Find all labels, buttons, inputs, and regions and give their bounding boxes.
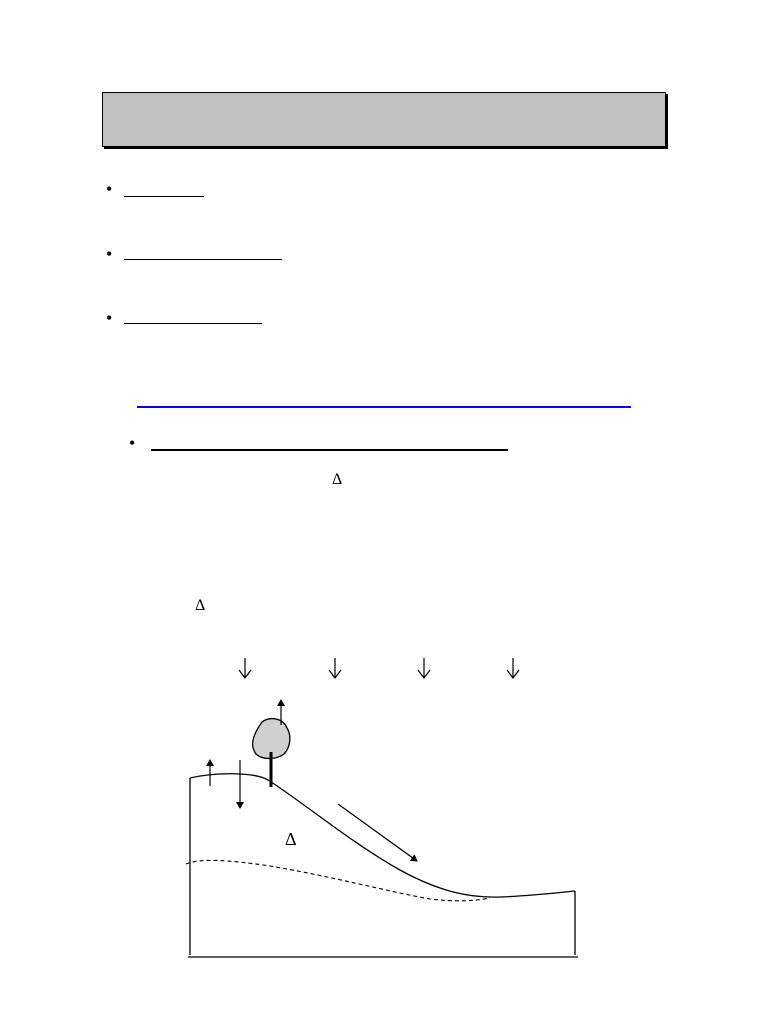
water-table-line xyxy=(186,860,490,900)
bullet-3-marker: • xyxy=(106,308,113,328)
delta-symbol-1: Δ xyxy=(332,471,343,488)
bullet-1-marker: • xyxy=(106,179,113,199)
bullet-2-marker: • xyxy=(106,244,113,264)
delta-symbol-3: Δ xyxy=(285,829,297,849)
rain-arrows xyxy=(239,658,519,678)
rain-arrow-icon xyxy=(239,658,251,678)
delta-symbol-2: Δ xyxy=(195,597,206,614)
rain-arrow-icon xyxy=(329,658,341,678)
rain-arrow-icon xyxy=(418,658,430,678)
rain-arrow-icon xyxy=(507,658,519,678)
flow-arrow-icon xyxy=(338,804,417,861)
tree-icon xyxy=(253,700,290,787)
bullet-4-marker: • xyxy=(129,433,136,453)
